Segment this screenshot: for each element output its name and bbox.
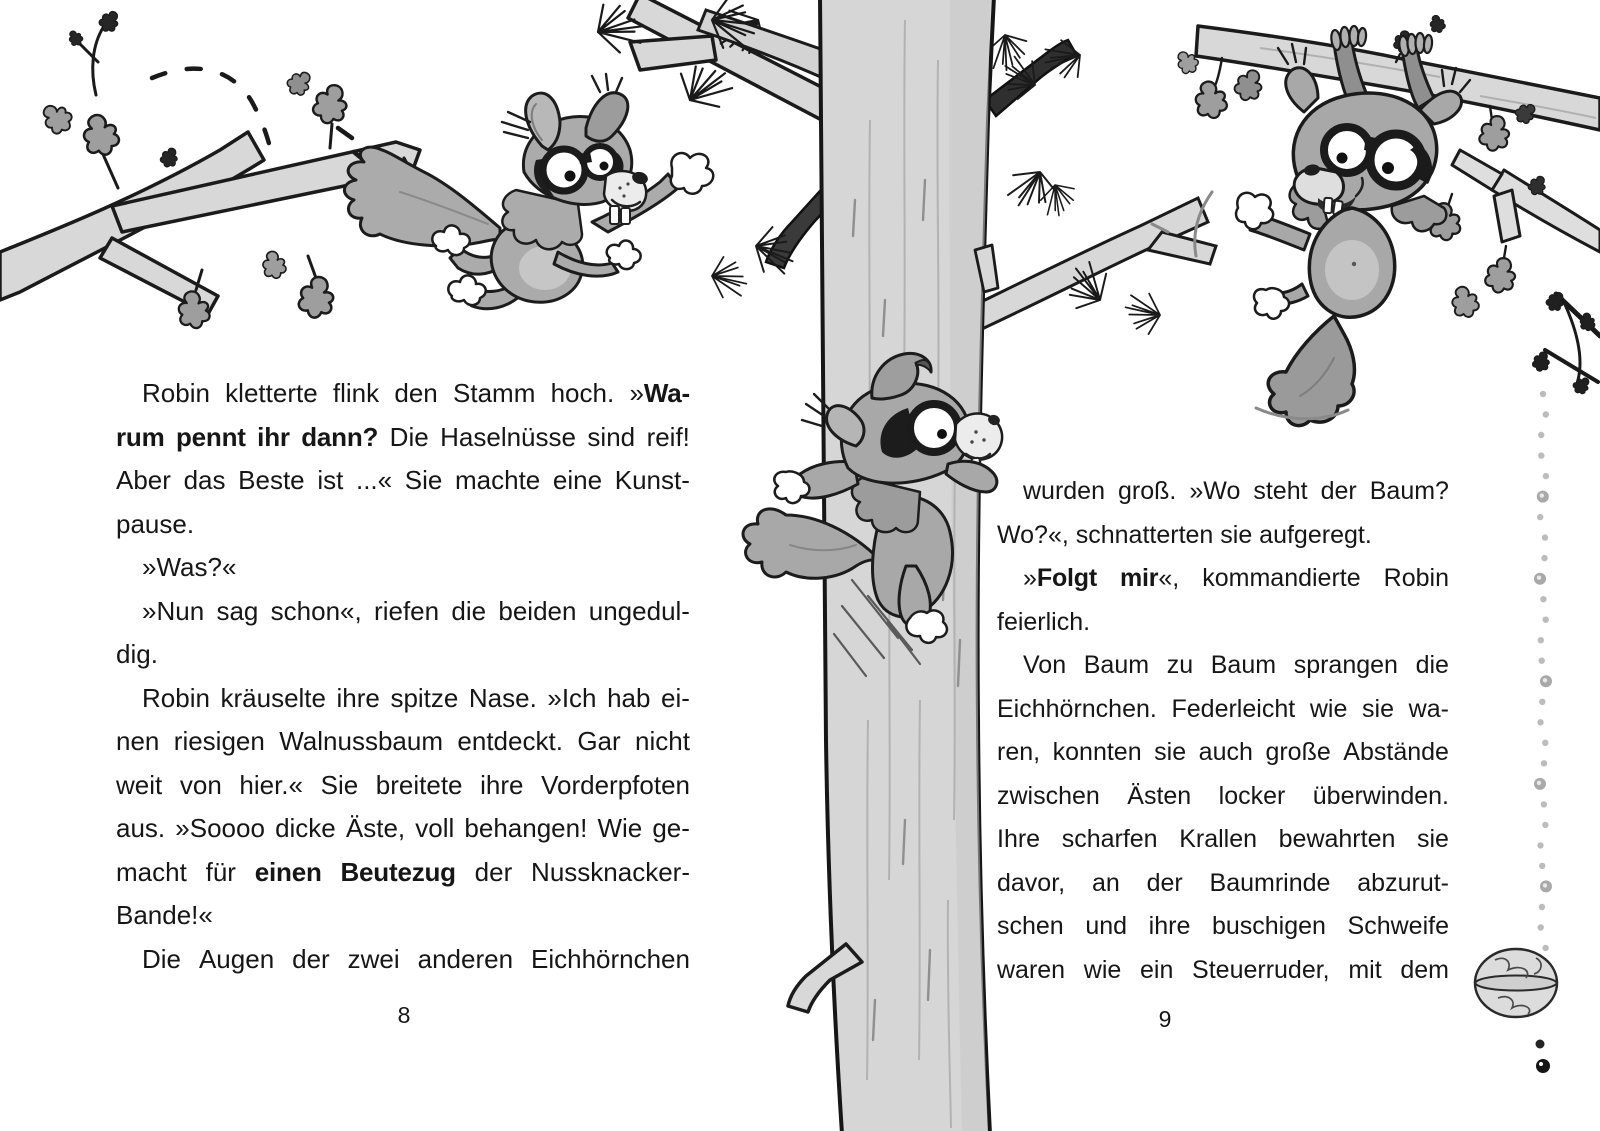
walnut-trail-icon xyxy=(1534,391,1552,951)
page-number-right: 9 xyxy=(1158,1006,1172,1032)
text-line: Die Augen der zwei anderen Eichhörnchen xyxy=(142,943,690,974)
text-line: zwischen Ästen locker überwinden. xyxy=(997,781,1449,810)
text-line: Ihre scharfen Krallen bewahrten sie xyxy=(997,825,1449,853)
text-line: »Was?« xyxy=(142,552,237,582)
text-line: pause. xyxy=(116,508,195,539)
text-line: rum pennt ihr dann? Die Haselnüsse sind reif! xyxy=(116,421,690,452)
dark-twigs-icon xyxy=(1531,289,1600,397)
text-line: schen und ihre buschigen Schweife xyxy=(997,912,1449,940)
text-line: nen riesigen Walnussbaum entdeckt. Gar nicht xyxy=(116,726,690,756)
text-line: aus. »Soooo dicke Äste, voll behangen! Wie ge- xyxy=(116,813,690,843)
text-line: Eichhörnchen. Federleicht wie sie wa- xyxy=(997,694,1449,723)
left-page-text xyxy=(116,372,690,981)
text-line: Bande!« xyxy=(116,900,213,930)
text-line: weit von hier.« Sie breitete ihre Vorderpfoten xyxy=(116,769,690,800)
text-line: ren, konnten sie auch große Abstände xyxy=(997,738,1449,766)
text-line: feierlich. xyxy=(997,607,1091,636)
text-line: Robin kräuselte ihre spitze Nase. »Ich hab ei- xyxy=(142,682,690,713)
page-number-left: 8 xyxy=(397,1002,411,1028)
text-line: wurden groß. »Wo steht der Baum? xyxy=(1023,477,1449,505)
text-line: dig. xyxy=(116,639,158,669)
text-line: waren wie ein Steuerruder, mit dem xyxy=(997,955,1449,984)
text-line: Aber das Beste ist ...« Sie machte eine Kunst- xyxy=(116,465,690,495)
text-line: Wo?«, schnatterten sie aufgeregt. xyxy=(997,520,1372,549)
text-line: Von Baum zu Baum sprangen die xyxy=(1023,651,1449,679)
walnut-icon xyxy=(1475,949,1557,1073)
text-line: Robin kletterte flink den Stamm hoch. »Wa- xyxy=(142,378,690,408)
text-line: macht für einen Beutezug der Nussknacker- xyxy=(116,856,690,887)
text-line: davor, an der Baumrinde abzurut- xyxy=(997,868,1449,897)
text-line: »Folgt mir«, kommandierte Robin xyxy=(1023,564,1449,592)
text-line: »Nun sag schon«, riefen die beiden ungedul- xyxy=(142,595,690,626)
leaping-squirrel-icon xyxy=(344,74,713,309)
right-page-text xyxy=(997,470,1449,992)
